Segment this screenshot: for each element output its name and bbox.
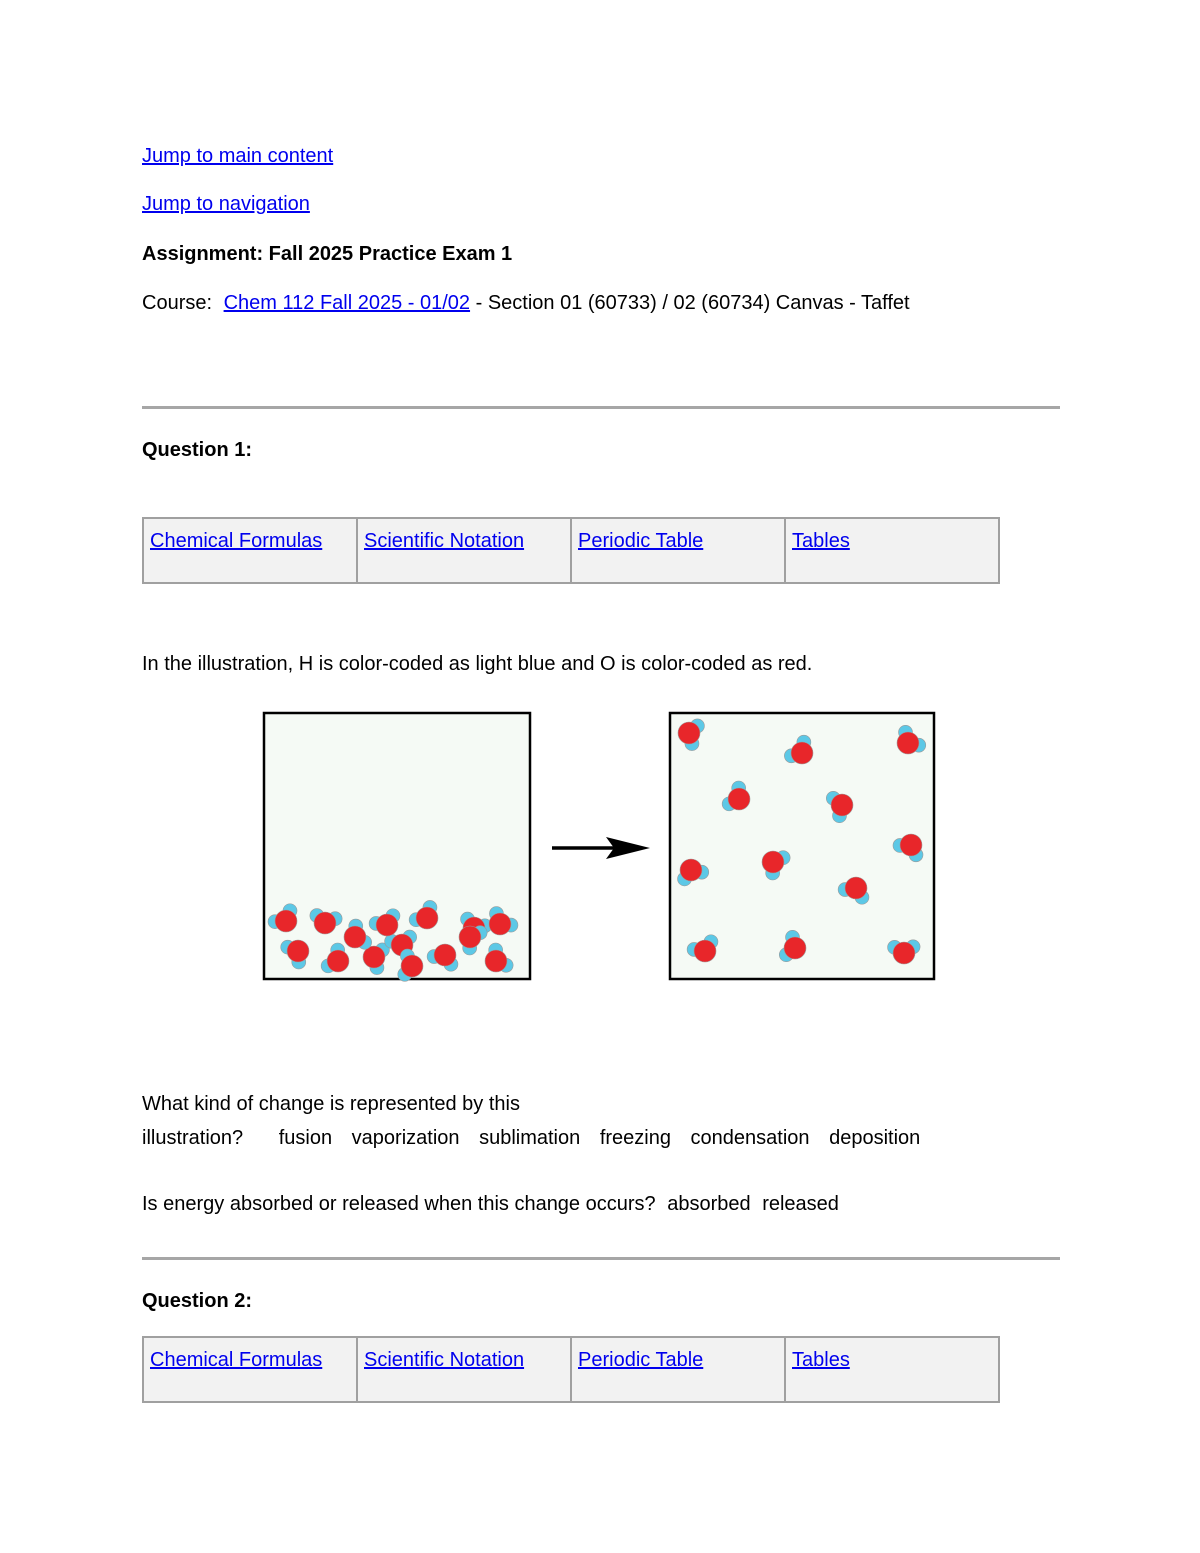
energy-question-row xyxy=(142,1192,839,1216)
oxygen-atom xyxy=(900,834,922,856)
option-vaporization[interactable]: vaporization xyxy=(351,1127,460,1149)
option-freezing[interactable]: freezing xyxy=(599,1127,671,1149)
oxygen-atom xyxy=(791,742,813,764)
resource-cell xyxy=(143,518,357,583)
course-label: Course: xyxy=(142,292,213,314)
oxygen-atom xyxy=(327,950,349,972)
oxygen-atom xyxy=(376,914,398,936)
course-section: - Section 01 (60733) / 02 (60734) Canvas - Taffet xyxy=(475,292,910,314)
jump-to-navigation-link[interactable]: Jump to navigation xyxy=(142,193,310,215)
resource-cell xyxy=(143,1337,357,1402)
oxygen-atom xyxy=(845,877,867,899)
oxygen-atom xyxy=(401,955,423,977)
tables-link[interactable]: Tables xyxy=(792,530,850,552)
oxygen-atom xyxy=(680,859,702,881)
oxygen-atom xyxy=(694,940,716,962)
oxygen-atom xyxy=(784,937,806,959)
resource-toolbar xyxy=(142,1336,1000,1403)
option-fusion[interactable]: fusion xyxy=(278,1127,333,1149)
tables-link[interactable]: Tables xyxy=(792,1349,850,1371)
periodic-table-link[interactable]: Periodic Table xyxy=(578,1349,704,1371)
resource-cell xyxy=(571,518,785,583)
option-absorbed[interactable]: absorbed xyxy=(667,1193,751,1215)
resource-cell xyxy=(785,1337,999,1402)
oxygen-atom xyxy=(489,913,511,935)
question-1-prompt: What kind of change is represented by this xyxy=(142,1093,520,1115)
oxygen-atom xyxy=(897,732,919,754)
question-1-answer-row xyxy=(142,1126,920,1150)
scientific-notation-link[interactable]: Scientific Notation xyxy=(364,1349,525,1371)
chemical-formulas-link[interactable]: Chemical Formulas xyxy=(150,1349,323,1371)
oxygen-atom xyxy=(762,851,784,873)
periodic-table-link[interactable]: Periodic Table xyxy=(578,530,704,552)
course-line xyxy=(142,291,910,315)
divider xyxy=(142,406,1060,409)
oxygen-atom xyxy=(275,910,297,932)
oxygen-atom xyxy=(459,926,481,948)
question-1-title: Question 1: xyxy=(142,439,253,461)
phase-change-illustration xyxy=(262,711,938,983)
option-condensation[interactable]: condensation xyxy=(690,1127,810,1149)
assignment-title: Assignment: Fall 2025 Practice Exam 1 xyxy=(142,243,513,265)
oxygen-atom xyxy=(831,794,853,816)
jump-to-main-content-link[interactable]: Jump to main content xyxy=(142,145,334,167)
question-1-prompt-continued: illustration? xyxy=(142,1127,244,1149)
course-link[interactable]: Chem 112 Fall 2025 - 01/02 xyxy=(223,292,471,314)
question-1-intro: In the illustration, H is color-coded as light blue and O is color-coded as red. xyxy=(142,653,813,675)
resource-cell xyxy=(357,1337,571,1402)
resource-cell xyxy=(785,518,999,583)
oxygen-atom xyxy=(287,940,309,962)
oxygen-atom xyxy=(344,926,366,948)
oxygen-atom xyxy=(416,907,438,929)
energy-prompt: Is energy absorbed or released when this change occurs? xyxy=(142,1193,656,1215)
option-deposition[interactable]: deposition xyxy=(829,1127,921,1149)
oxygen-atom xyxy=(485,950,507,972)
oxygen-atom xyxy=(728,788,750,810)
oxygen-atom xyxy=(678,722,700,744)
chemical-formulas-link[interactable]: Chemical Formulas xyxy=(150,530,323,552)
oxygen-atom xyxy=(314,912,336,934)
option-released[interactable]: released xyxy=(762,1193,839,1215)
resource-cell xyxy=(357,518,571,583)
resource-cell xyxy=(571,1337,785,1402)
oxygen-atom xyxy=(434,944,456,966)
resource-toolbar xyxy=(142,517,1000,584)
option-sublimation[interactable]: sublimation xyxy=(479,1127,581,1149)
scientific-notation-link[interactable]: Scientific Notation xyxy=(364,530,525,552)
question-2-title: Question 2: xyxy=(142,1290,253,1312)
oxygen-atom xyxy=(893,942,915,964)
divider xyxy=(142,1257,1060,1260)
